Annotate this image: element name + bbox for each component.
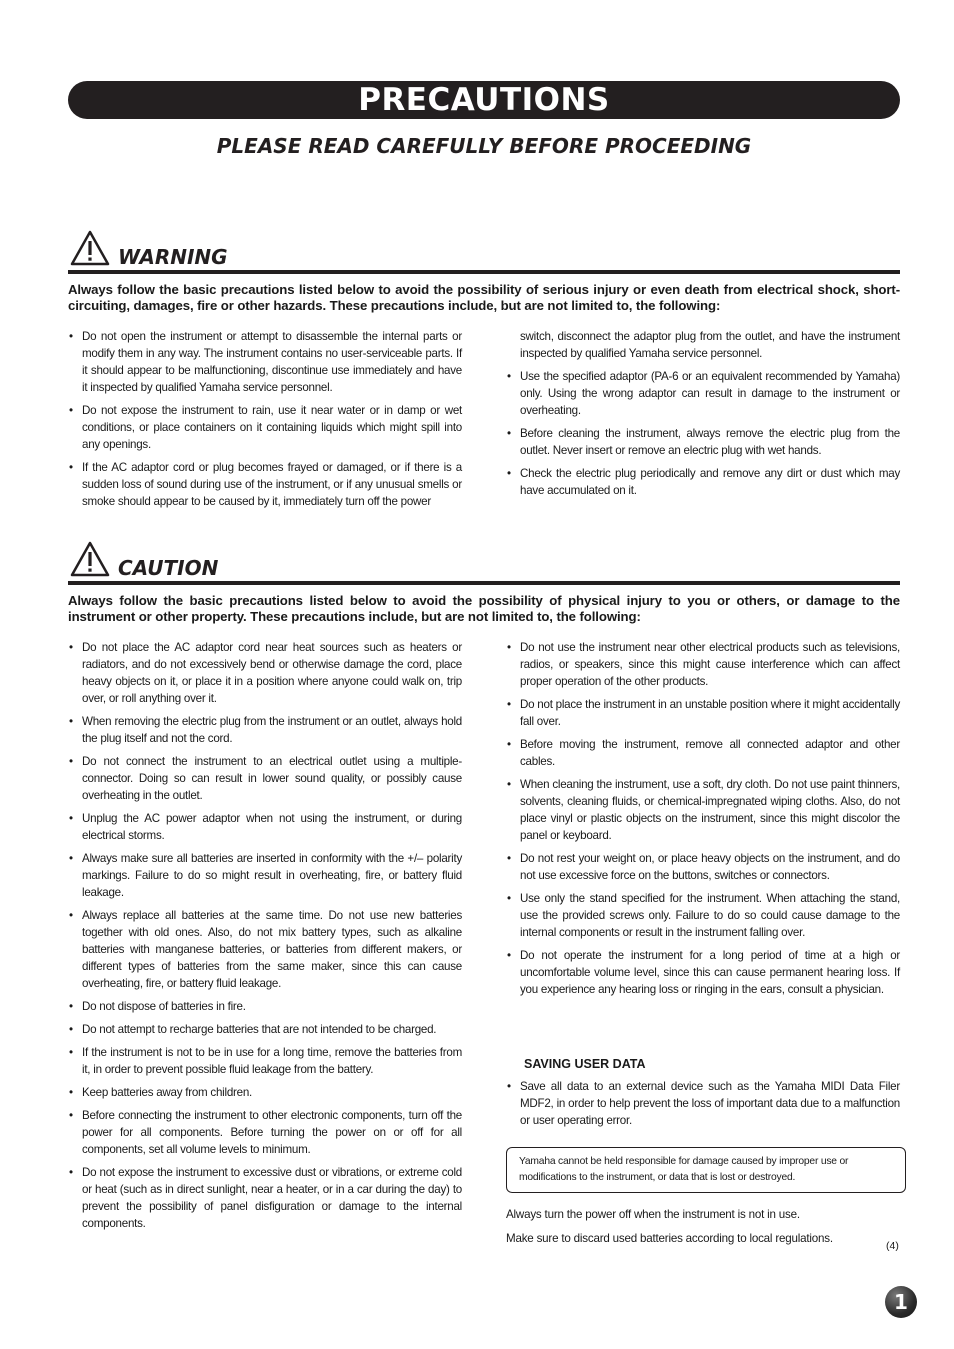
caution-header xyxy=(68,539,900,585)
list-item: • Do not attempt to recharge batteries that are not intended to be charged. xyxy=(68,1021,462,1038)
caution-right-column xyxy=(506,639,900,1004)
list-item: • Do not place the instrument in an unstable position where it might accidentally fall over. xyxy=(506,696,900,730)
list-item: • Before moving the instrument, remove all connected adaptor and other cables. xyxy=(506,736,900,770)
list-item: • Unplug the AC power adaptor when not using the instrument, or during electrical storms. xyxy=(68,810,462,844)
caution-heading: CAUTION xyxy=(118,556,219,580)
list-item: • Do not expose the instrument to excessive dust or vibrations, or extreme cold or heat (such as in direct sunlight, near a heater, or in a car during the day) to prevent the possibility of panel disfiguration or damage to the internal components. xyxy=(68,1164,462,1232)
list-item: • Do not rest your weight on, or place heavy objects on the instrument, and do not use excessive force on the buttons, switches or connectors. xyxy=(506,850,900,884)
list-item: • When cleaning the instrument, use a soft, dry cloth. Do not use paint thinners, solvents, cleaning fluids, or chemical-impregnated wiping cloths. Also, do not place vinyl or plastic objects on the instrument, since this might discolor the panel or keyboard. xyxy=(506,776,900,844)
warning-heading: WARNING xyxy=(118,245,228,269)
list-item: • Do not use the instrument near other electrical products such as televisions, radios, or speakers, since this might cause interference which can affect proper operation of the other products. xyxy=(506,639,900,690)
list-item: • Keep batteries away from children. xyxy=(68,1084,462,1101)
list-item: • Use the specified adaptor (PA-6 or an equivalent recommended by Yamaha) only. Using the wrong adaptor can result in damage to the instrument or overheating. xyxy=(506,368,900,419)
saving-user-data-heading: SAVING USER DATA xyxy=(524,1057,646,1071)
list-item: • Do not place the AC adaptor cord near heat sources such as heaters or radiators, and do not excessively bend or otherwise damage the cord, place heavy objects on it, or place it in a position where anyone could walk on, trip over, or roll anything over it. xyxy=(68,639,462,707)
warning-right-column xyxy=(506,328,900,505)
list-item: • Before cleaning the instrument, always remove the electric plug from the outlet. Never insert or remove an electric plug with wet hands. xyxy=(506,425,900,459)
caution-triangle-icon xyxy=(70,541,110,577)
warning-triangle-icon xyxy=(70,230,110,266)
list-item: • Use only the stand specified for the instrument. When attaching the stand, use the provided screws only. Failure to do so could cause damage to the internal components or result in the instrument falling over. xyxy=(506,890,900,941)
list-item: • Check the electric plug periodically and remove any dirt or dust which may have accumulated on it. xyxy=(506,465,900,499)
title-banner xyxy=(68,81,900,119)
list-item: • Always make sure all batteries are inserted in conformity with the +/– polarity markings. Failure to do so might result in overheating, fire, or battery fluid leakage. xyxy=(68,850,462,901)
list-item: • Do not open the instrument or attempt to disassemble the internal parts or modify them in any way. The instrument contains no user-serviceable parts. If it should appear to be malfunctioning, discontinue use immediately and have it inspected by qualified Yamaha service personnel. xyxy=(68,328,462,396)
page-subtitle: PLEASE READ CAREFULLY BEFORE PROCEEDING xyxy=(216,134,752,158)
page-number: 1 xyxy=(894,1290,908,1314)
list-item: • Always replace all batteries at the same time. Do not use new batteries together with old ones. Also, do not mix battery types, such as alkaline batteries with manganese batteries, or batteries from different makers, or different types of batteries from the same maker, since this can cause overheating, fire, or battery fluid leakage. xyxy=(68,907,462,992)
warning-intro: Always follow the basic precautions listed below to avoid the possibility of serious injury or even death from electrical shock, short-circuiting, damages, fire or other hazards. These precautions include, but are not limited to, the following: xyxy=(68,282,900,313)
warning-left-column xyxy=(68,328,462,516)
list-item-continuation: switch, disconnect the adaptor plug from the outlet, and have the instrument inspected by qualified Yamaha service personnel. xyxy=(520,330,900,360)
caution-intro: Always follow the basic precautions listed below to avoid the possibility of physical injury to you or others, or damage to the instrument or other property. These precautions include, but are not limited to, the following: xyxy=(68,593,900,624)
battery-disposal-note: Make sure to discard used batteries according to local regulations. xyxy=(506,1232,833,1245)
list-item: • If the AC adaptor cord or plug becomes frayed or damaged, or if there is a sudden loss of sound during use of the instrument, or if any unusual smells or smoke should appear to be caused by it, immediately turn off the power xyxy=(68,459,462,510)
list-item: • When removing the electric plug from the instrument or an outlet, always hold the plug itself and not the cord. xyxy=(68,713,462,747)
list-item: • Save all data to an external device such as the Yamaha MIDI Data Filer MDF2, in order to help prevent the loss of important data due to a malfunction or user operating error. xyxy=(506,1078,900,1129)
page-number-badge xyxy=(885,1286,917,1318)
power-off-note: Always turn the power off when the instrument is not in use. xyxy=(506,1208,800,1221)
list-item: • Do not dispose of batteries in fire. xyxy=(68,998,462,1015)
disclaimer-box: Yamaha cannot be held responsible for damage caused by improper use or modifications to the instrument, or data that is lost or destroyed. xyxy=(506,1147,906,1193)
list-item: • Before connecting the instrument to other electronic components, turn off the power for all components. Before turning the power on or off for all components, set all volume levels to minimum. xyxy=(68,1107,462,1158)
list-item: • Do not expose the instrument to rain, use it near water or in damp or wet conditions, or place containers on it containing liquids which might spill into any openings. xyxy=(68,402,462,453)
warning-header xyxy=(68,228,900,274)
list-item: • Do not connect the instrument to an electrical outlet using a multiple-connector. Doing so can result in lower sound quality, or possibly cause overheating in the outlet. xyxy=(68,753,462,804)
list-item: • If the instrument is not to be in use for a long time, remove the batteries from it, in order to prevent possible fluid leakage from the battery. xyxy=(68,1044,462,1078)
list-item: • Do not operate the instrument for a long period of time at a high or uncomfortable volume level, since this can cause permanent hearing loss. If you experience any hearing loss or ringing in the ears, consult a physician. xyxy=(506,947,900,998)
page-title: PRECAUTIONS xyxy=(358,82,610,118)
saving-user-data-column xyxy=(506,1078,900,1135)
caution-left-column xyxy=(68,639,462,1238)
document-code: (4) xyxy=(886,1240,899,1252)
